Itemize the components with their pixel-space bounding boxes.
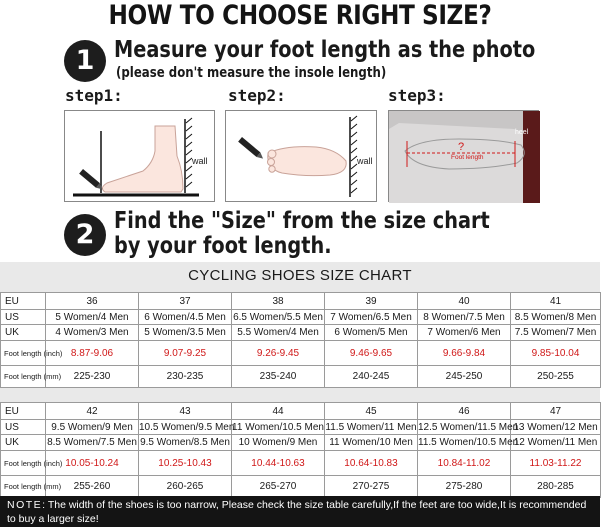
size-eu-row <box>1 403 601 420</box>
size-cell: 9.5 Women/8.5 Men <box>139 435 232 451</box>
row-header: Foot length (mm) <box>1 476 46 498</box>
size-cell: 9.46-9.65 <box>325 341 418 366</box>
note-text: : The width of the shoes is too narrow, Please check the size table carefully,If the feet are too wide,It is recommended to buy a larger size! <box>7 499 587 525</box>
size-cell: 5 Women/4 Men <box>46 310 139 325</box>
size-cell: 6 Women/5 Men <box>325 325 418 341</box>
size-us-row <box>1 420 601 435</box>
size-cell: 44 <box>232 403 325 420</box>
step1-illustration <box>64 110 215 202</box>
foot-top-view-icon <box>226 111 378 203</box>
size-cell: 40 <box>418 293 511 310</box>
size-table-eu42-47 <box>0 402 601 498</box>
row-header: EU <box>1 403 46 420</box>
step3-photo <box>388 110 539 202</box>
step-label-1: step1: <box>65 86 123 105</box>
size-cell: 39 <box>325 293 418 310</box>
step-label-3: step3: <box>388 86 446 105</box>
size-cell: 7 Women/6 Men <box>418 325 511 341</box>
size-cell: 225-230 <box>46 366 139 388</box>
size-cell: 11.5 Women/11 Men <box>325 421 417 433</box>
size-cell: 9.5 Women/9 Men <box>46 420 139 435</box>
step-one-heading: Measure your foot length as the photo <box>114 37 536 63</box>
step-two-badge: 2 <box>64 214 106 256</box>
size-cell: 250-255 <box>511 366 601 388</box>
size-eu-row <box>1 293 601 310</box>
size-cell: 255-260 <box>46 476 139 498</box>
size-cell: 11 Women/10.5 Men <box>232 421 324 433</box>
size-inch-row <box>1 451 601 476</box>
step-label-2: step2: <box>228 86 286 105</box>
step-one-badge: 1 <box>64 40 106 82</box>
size-cell: 10.05-10.24 <box>46 451 139 476</box>
step-one-subheading: (please don't measure the insole length) <box>116 65 387 81</box>
size-mm-row <box>1 366 601 388</box>
svg-text:?: ? <box>457 141 465 153</box>
size-cell: 38 <box>232 293 325 310</box>
size-cell: 12.5 Women/11.5 Men <box>418 421 519 433</box>
row-header: UK <box>1 435 46 451</box>
size-cell: 43 <box>139 403 232 420</box>
row-header: US <box>1 420 46 435</box>
size-cell: 9.85-10.04 <box>511 341 601 366</box>
size-cell: 245-250 <box>418 366 511 388</box>
row-header: UK <box>1 325 46 341</box>
size-table-2-body <box>1 403 601 498</box>
size-cell: 45 <box>325 403 418 420</box>
size-cell: 36 <box>46 293 139 310</box>
size-cell: 8 Women/7.5 Men <box>418 310 511 325</box>
foot-length-label: Foot length <box>451 154 484 161</box>
row-header: US <box>1 310 46 325</box>
size-cell: 5 Women/3.5 Men <box>139 325 232 341</box>
row-header: Foot length (inch) <box>1 341 46 366</box>
size-cell: 11.5 Women/10.5 Men <box>418 435 511 451</box>
size-mm-row <box>1 476 601 498</box>
size-cell: 230-235 <box>139 366 232 388</box>
size-cell: 280-285 <box>511 476 601 498</box>
size-cell: 4 Women/3 Men <box>46 325 139 341</box>
size-cell: 10.5 Women/9.5 Men <box>139 421 235 433</box>
size-cell: 41 <box>511 293 601 310</box>
size-cell: 10.84-11.02 <box>418 451 511 476</box>
size-cell: 8.5 Women/8 Men <box>511 310 601 325</box>
size-cell: 10.44-10.63 <box>232 451 325 476</box>
size-uk-row <box>1 325 601 341</box>
size-cell: 42 <box>46 403 139 420</box>
size-cell: 13 Women/12 Men <box>511 420 601 435</box>
size-table-eu36-41 <box>0 292 601 388</box>
wall-label: wall <box>192 156 208 166</box>
size-cell: 6 Women/4.5 Men <box>139 310 232 325</box>
size-cell: 47 <box>511 403 601 420</box>
size-cell: 235-240 <box>232 366 325 388</box>
wall-label-2: wall <box>357 156 373 166</box>
size-table-1-body <box>1 293 601 388</box>
step-two-heading-line1: Find the "Size" from the size chart <box>114 208 490 234</box>
size-uk-row <box>1 435 601 451</box>
size-cell: 270-275 <box>325 476 418 498</box>
note-label: NOTE <box>7 499 43 511</box>
size-chart-title: CYCLING SHOES SIZE CHART <box>188 267 412 284</box>
size-cell: 9.07-9.25 <box>139 341 232 366</box>
size-cell: 7.5 Women/7 Men <box>511 325 601 341</box>
size-cell: 8.5 Women/7.5 Men <box>46 435 139 451</box>
size-us-row <box>1 310 601 325</box>
size-cell: 12 Women/11 Men <box>511 435 601 451</box>
size-cell: 5.5 Women/4 Men <box>232 325 325 341</box>
size-cell: 10.64-10.83 <box>325 451 418 476</box>
size-cell: 9.66-9.84 <box>418 341 511 366</box>
row-header: EU <box>1 293 46 310</box>
size-cell: 7 Women/6.5 Men <box>325 310 418 325</box>
size-cell: 11 Women/10 Men <box>325 435 418 451</box>
row-header: Foot length (mm) <box>1 366 46 388</box>
size-cell: 240-245 <box>325 366 418 388</box>
size-cell: 8.87-9.06 <box>46 341 139 366</box>
size-cell: 265-270 <box>232 476 325 498</box>
size-cell: 275-280 <box>418 476 511 498</box>
size-cell: 37 <box>139 293 232 310</box>
size-cell: 10.25-10.43 <box>139 451 232 476</box>
size-cell: 11.03-11.22 <box>511 451 601 476</box>
row-header: Foot length (inch) <box>1 451 46 476</box>
page-title: HOW TO CHOOSE RIGHT SIZE? <box>108 0 492 31</box>
heel-label: heel <box>515 129 529 136</box>
size-cell: 9.26-9.45 <box>232 341 325 366</box>
size-cell: 10 Women/9 Men <box>232 435 325 451</box>
size-cell: 260-265 <box>139 476 232 498</box>
size-cell: 6.5 Women/5.5 Men <box>233 311 323 323</box>
size-cell: 46 <box>418 403 511 420</box>
size-inch-row <box>1 341 601 366</box>
step-two-heading-line2: by your foot length. <box>114 233 332 259</box>
step2-illustration <box>225 110 377 202</box>
note-banner <box>0 496 600 527</box>
